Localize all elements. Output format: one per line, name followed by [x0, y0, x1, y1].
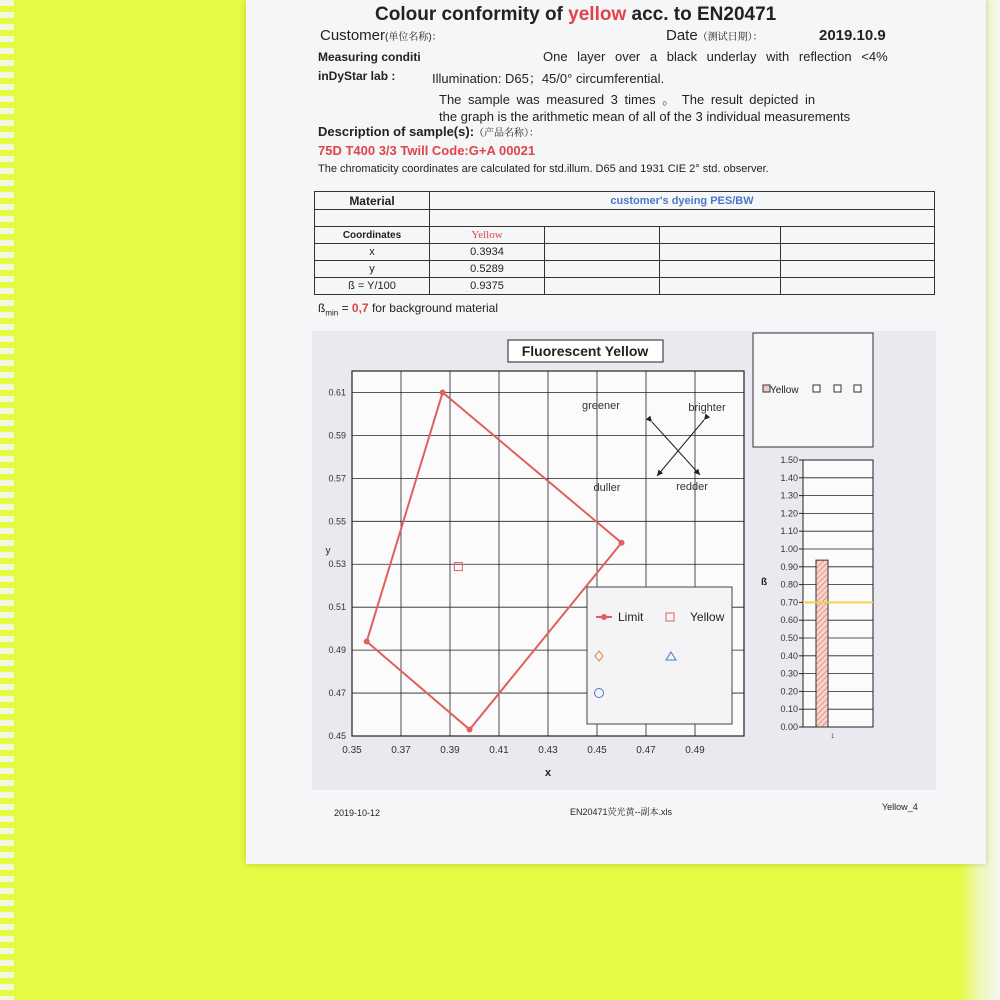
bar-legend-empty-icon	[854, 385, 861, 392]
y-tick-label: 0.53	[328, 559, 346, 570]
x-axis-label: x	[544, 767, 552, 779]
annotation-greener: greener	[582, 400, 620, 412]
annotation-duller: duller	[593, 482, 621, 494]
bar-y-axis-label: ß	[761, 577, 768, 588]
report-title: Colour conformity of yellow acc. to EN20471	[375, 4, 777, 25]
limit-point	[619, 540, 625, 546]
bar-y-tick-label: 1.00	[780, 544, 798, 554]
table-row	[315, 278, 935, 295]
table-cell	[781, 227, 935, 244]
beta-min-note: $ß_{min} = 0,7$ for background material	[318, 301, 499, 318]
table-row	[315, 210, 935, 227]
bar-y-tick-label: 0.60	[780, 615, 798, 626]
date-value: 2019.10.9	[819, 27, 886, 44]
x-tick-label: 0.39	[440, 745, 460, 756]
annotation-redder: redder	[676, 481, 708, 493]
legend-limit-marker	[601, 614, 607, 620]
y-tick-label: 0.55	[328, 516, 346, 527]
bar-category-label: 1	[831, 734, 835, 740]
sample-name-header: Yellow	[430, 227, 545, 244]
coordinates-table	[314, 191, 935, 295]
table-cell	[781, 261, 935, 278]
x-tick-label: 0.47	[636, 745, 656, 756]
bar-plot-area	[803, 460, 873, 727]
limit-point	[467, 727, 473, 733]
row-label: x	[315, 244, 430, 261]
table-cell	[781, 244, 935, 261]
date-label: Date（测试日期）：	[666, 27, 763, 44]
lab-label: inDyStar lab :	[318, 69, 396, 83]
row-label: ß = Y/100	[315, 278, 430, 295]
bar-y-tick-label: 0.00	[780, 722, 798, 732]
sample-note-line1: The sample was measured 3 times 。 The result depicted in	[439, 92, 816, 107]
table-cell	[545, 261, 660, 278]
table-row	[315, 227, 935, 244]
customer-dyeing-header: customer's dyeing PES/BW	[430, 192, 935, 210]
fabric-edge-left	[0, 0, 14, 1000]
chart-panel	[312, 331, 936, 790]
customer-label: Customer(单位名称)：	[320, 27, 442, 44]
illumination-text: Illumination: D65；45/0° circumferential.	[432, 71, 665, 86]
limit-point	[364, 639, 370, 645]
y-tick-label: 0.45	[328, 731, 346, 741]
table-cell	[660, 278, 781, 295]
table-cell	[660, 261, 781, 278]
footer-date: 2019-10-12	[334, 808, 381, 818]
beta-bar	[816, 560, 828, 727]
chart-title: Fluorescent Yellow	[521, 343, 649, 359]
bar-y-tick-label: 0.90	[780, 561, 798, 572]
bar-y-tick-label: 0.80	[780, 579, 798, 590]
table-row	[315, 192, 935, 210]
footer-sheet: Yellow_4	[882, 802, 918, 812]
report-sheet	[246, 0, 986, 864]
bar-y-tick-label: 1.20	[780, 508, 798, 519]
table-cell	[545, 227, 660, 244]
table-cell	[545, 278, 660, 295]
bar-y-tick-label: 0.40	[780, 650, 798, 661]
y-tick-label: 0.51	[328, 602, 346, 613]
x-tick-label: 0.35	[342, 745, 362, 756]
material-header: Material	[315, 192, 430, 210]
bar-legend-yellow-label: Yellow	[770, 385, 799, 396]
bar-y-tick-label: 1.40	[780, 472, 798, 483]
table-cell	[660, 227, 781, 244]
x-tick-label: 0.43	[538, 745, 558, 756]
bar-y-tick-label: 0.20	[780, 686, 798, 697]
row-label: y	[315, 261, 430, 278]
table-row	[315, 261, 935, 278]
y-tick-label: 0.59	[328, 430, 346, 441]
table-row	[315, 244, 935, 261]
x-tick-label: 0.49	[685, 745, 705, 756]
table-cell	[545, 244, 660, 261]
x-tick-label: 0.37	[391, 745, 411, 756]
sample-note-line2: the graph is the arithmetic mean of all of the 3 individual measurements	[439, 109, 851, 124]
bar-y-tick-label: 0.50	[780, 633, 798, 643]
annotation-brighter: brighter	[688, 402, 726, 414]
row-value: 0.5289	[430, 261, 545, 278]
bar-y-tick-label: 1.10	[780, 526, 798, 537]
measuring-value: One layer over a black underlay with reflection <4%	[543, 49, 888, 64]
y-tick-label: 0.49	[328, 645, 346, 656]
y-tick-label: 0.61	[328, 387, 346, 398]
row-value: 0.3934	[430, 244, 545, 261]
y-tick-label: 0.57	[328, 473, 346, 484]
table-cell	[660, 244, 781, 261]
scatter-legend-box	[587, 587, 732, 724]
footer-filename: EN20471荧光黄--副本.xls	[570, 807, 673, 817]
x-tick-label: 0.41	[489, 745, 509, 756]
table-cell	[781, 278, 935, 295]
bar-legend-yellow-icon	[763, 385, 770, 392]
table-cell	[430, 210, 935, 227]
sample-code: 75D T400 3/3 Twill Code:G+A 00021	[318, 143, 536, 158]
bar-y-tick-label: 0.70	[780, 597, 798, 608]
bar-y-tick-label: 0.10	[780, 704, 798, 715]
row-value: 0.9375	[430, 278, 545, 295]
chart-svg	[312, 331, 936, 790]
chromaticity-note: The chromaticity coordinates are calculated for std.illum. D65 and 1931 CIE 2° std. observer.	[318, 163, 769, 175]
bar-legend-empty-icon	[813, 385, 820, 392]
table-cell	[315, 210, 430, 227]
legend-limit-label: Limit	[618, 610, 644, 624]
coordinates-header: Coordinates	[315, 227, 430, 244]
description-label: Description of sample(s):（产品名称）：	[318, 124, 540, 139]
bar-y-tick-label: 1.30	[780, 490, 798, 501]
legend-yellow-label: Yellow	[690, 610, 725, 624]
bar-legend-empty-icon	[834, 385, 841, 392]
x-tick-label: 0.45	[587, 745, 607, 756]
bar-y-tick-label: 0.30	[780, 668, 798, 679]
y-axis-label: y	[325, 545, 331, 557]
limit-point	[440, 389, 446, 395]
bar-y-tick-label: 1.50	[780, 455, 798, 465]
measuring-label: Measuring conditi	[318, 50, 421, 64]
y-tick-label: 0.47	[328, 688, 346, 699]
